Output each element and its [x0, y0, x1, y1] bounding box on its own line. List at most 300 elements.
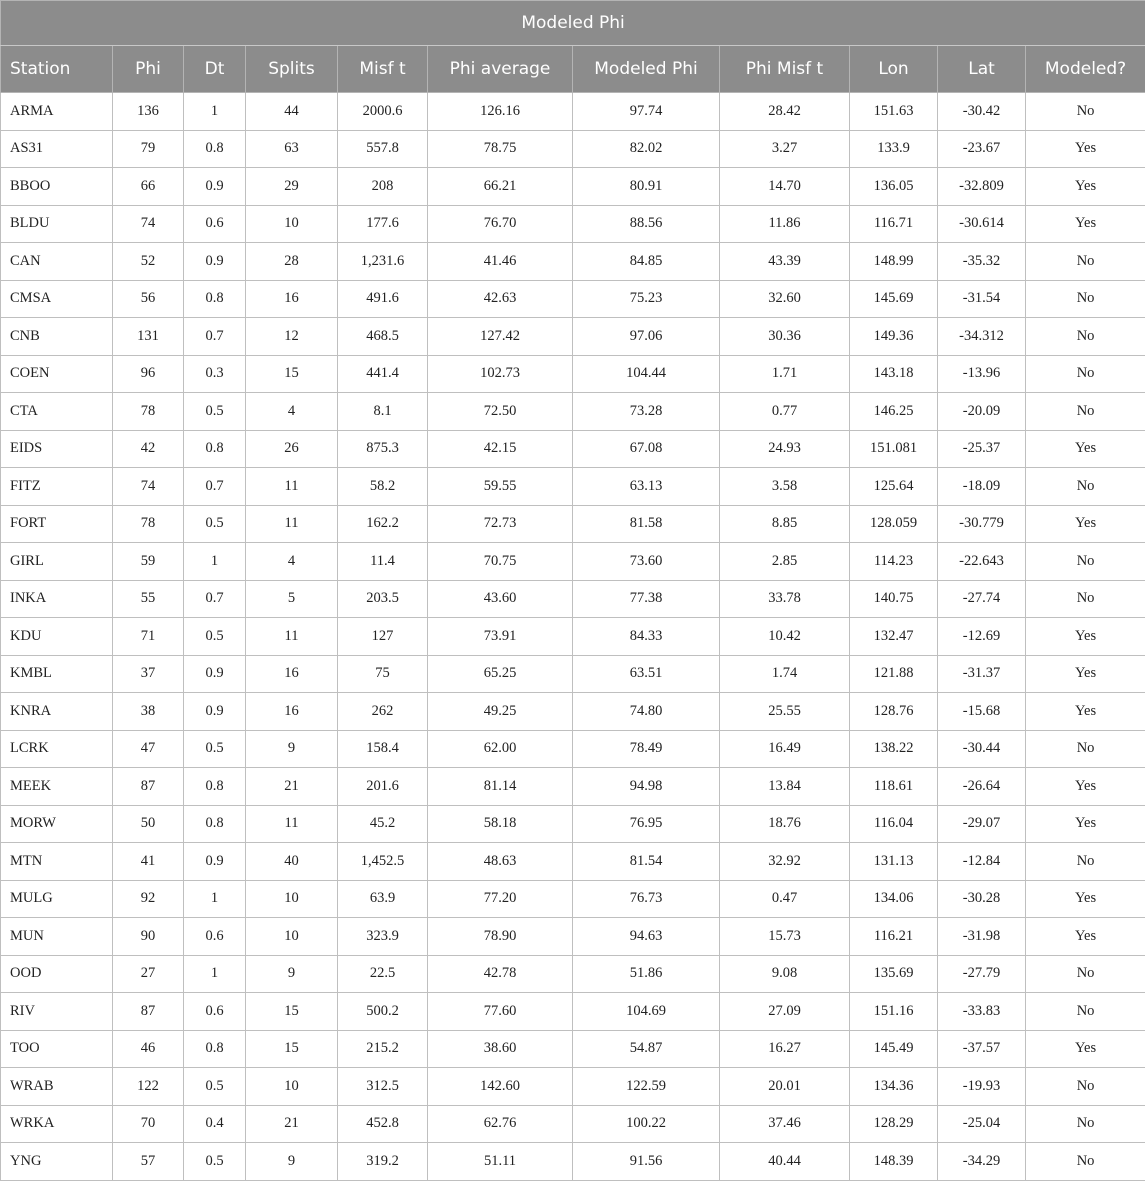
table-cell: 91.56: [573, 1143, 720, 1181]
table-cell: 8.1: [338, 393, 428, 431]
table-cell: Yes: [1026, 768, 1145, 806]
table-row: [1, 543, 1145, 581]
table-cell: 65.25: [428, 655, 573, 693]
table-cell: Yes: [1026, 430, 1145, 468]
table-cell: No: [1026, 318, 1145, 356]
table-cell: 58.2: [338, 468, 428, 506]
table-row: [1, 1143, 1145, 1181]
table-cell: 116.04: [850, 805, 938, 843]
table-cell: 12: [246, 318, 338, 356]
table-cell: 9: [246, 1143, 338, 1181]
table-cell: 56: [113, 280, 184, 318]
table-cell: -30.42: [938, 93, 1026, 131]
table-cell: 10: [246, 1068, 338, 1106]
table-cell: 114.23: [850, 543, 938, 581]
table-cell: -29.07: [938, 805, 1026, 843]
table-cell: 11: [246, 618, 338, 656]
table-cell: 140.75: [850, 580, 938, 618]
table-cell: 3.58: [720, 468, 850, 506]
table-cell: Yes: [1026, 693, 1145, 731]
table-cell: 0.8: [184, 280, 246, 318]
table-cell: 97.06: [573, 318, 720, 356]
table-cell: 0.5: [184, 1143, 246, 1181]
table-cell: 75.23: [573, 280, 720, 318]
table-row: [1, 918, 1145, 956]
station-name-cell: CNB: [1, 318, 113, 356]
table-cell: 37: [113, 655, 184, 693]
table-cell: 131.13: [850, 843, 938, 881]
table-cell: 29: [246, 168, 338, 206]
table-cell: 135.69: [850, 955, 938, 993]
table-cell: 40: [246, 843, 338, 881]
table-cell: -18.09: [938, 468, 1026, 506]
column-header: Station: [1, 46, 113, 93]
table-cell: 116.71: [850, 205, 938, 243]
table-row: [1, 430, 1145, 468]
table-cell: 136.05: [850, 168, 938, 206]
table-cell: 78.49: [573, 730, 720, 768]
table-cell: 0.5: [184, 505, 246, 543]
table-cell: 43.60: [428, 580, 573, 618]
table-cell: 2000.6: [338, 93, 428, 131]
table-cell: 0.9: [184, 168, 246, 206]
table-cell: 1: [184, 93, 246, 131]
table-cell: 71: [113, 618, 184, 656]
table-cell: 158.4: [338, 730, 428, 768]
table-cell: 72.50: [428, 393, 573, 431]
table-row: [1, 618, 1145, 656]
table-cell: 0.6: [184, 205, 246, 243]
table-cell: 47: [113, 730, 184, 768]
column-header: Modeled?: [1026, 46, 1145, 93]
table-cell: 63.9: [338, 880, 428, 918]
table-cell: 16.27: [720, 1030, 850, 1068]
table-row: [1, 130, 1145, 168]
table-cell: 62.76: [428, 1105, 573, 1143]
station-name-cell: KNRA: [1, 693, 113, 731]
table-cell: 14.70: [720, 168, 850, 206]
table-cell: 77.60: [428, 993, 573, 1031]
station-name-cell: WRKA: [1, 1105, 113, 1143]
table-cell: 138.22: [850, 730, 938, 768]
table-cell: No: [1026, 843, 1145, 881]
table-cell: 42.15: [428, 430, 573, 468]
table-cell: 127: [338, 618, 428, 656]
table-cell: 0.9: [184, 655, 246, 693]
table-cell: 76.73: [573, 880, 720, 918]
table-cell: Yes: [1026, 130, 1145, 168]
table-cell: 118.61: [850, 768, 938, 806]
table-row: [1, 505, 1145, 543]
table-cell: 48.63: [428, 843, 573, 881]
table-cell: 134.36: [850, 1068, 938, 1106]
table-cell: 201.6: [338, 768, 428, 806]
station-name-cell: BBOO: [1, 168, 113, 206]
table-cell: 148.39: [850, 1143, 938, 1181]
table-cell: Yes: [1026, 1030, 1145, 1068]
table-cell: 4: [246, 393, 338, 431]
station-name-cell: OOD: [1, 955, 113, 993]
station-name-cell: MORW: [1, 805, 113, 843]
table-cell: 70.75: [428, 543, 573, 581]
table-cell: No: [1026, 543, 1145, 581]
table-cell: -37.57: [938, 1030, 1026, 1068]
station-name-cell: YNG: [1, 1143, 113, 1181]
table-cell: 74: [113, 468, 184, 506]
column-header: Dt: [184, 46, 246, 93]
table-cell: 32.92: [720, 843, 850, 881]
table-cell: 78: [113, 393, 184, 431]
table-cell: 16: [246, 655, 338, 693]
table-cell: 51.86: [573, 955, 720, 993]
table-cell: 16: [246, 693, 338, 731]
table-cell: Yes: [1026, 805, 1145, 843]
table-cell: 66.21: [428, 168, 573, 206]
station-name-cell: COEN: [1, 355, 113, 393]
table-row: [1, 468, 1145, 506]
table-cell: 100.22: [573, 1105, 720, 1143]
table-cell: 10: [246, 880, 338, 918]
table-cell: 1,231.6: [338, 243, 428, 281]
station-name-cell: EIDS: [1, 430, 113, 468]
table-row: [1, 805, 1145, 843]
table-body: [1, 93, 1145, 1181]
table-cell: 84.85: [573, 243, 720, 281]
table-cell: -30.614: [938, 205, 1026, 243]
table-cell: 42.63: [428, 280, 573, 318]
station-name-cell: ARMA: [1, 93, 113, 131]
table-cell: -30.28: [938, 880, 1026, 918]
table-cell: 30.36: [720, 318, 850, 356]
table-cell: Yes: [1026, 618, 1145, 656]
table-cell: 10: [246, 205, 338, 243]
table-cell: 52: [113, 243, 184, 281]
station-name-cell: LCRK: [1, 730, 113, 768]
table-cell: -27.74: [938, 580, 1026, 618]
table-cell: 51.11: [428, 1143, 573, 1181]
table-row: [1, 580, 1145, 618]
station-name-cell: MULG: [1, 880, 113, 918]
station-name-cell: INKA: [1, 580, 113, 618]
table-cell: 28.42: [720, 93, 850, 131]
table-cell: Yes: [1026, 205, 1145, 243]
table-cell: Yes: [1026, 655, 1145, 693]
station-name-cell: BLDU: [1, 205, 113, 243]
table-cell: 116.21: [850, 918, 938, 956]
table-cell: 143.18: [850, 355, 938, 393]
table-cell: 1: [184, 880, 246, 918]
table-cell: 102.73: [428, 355, 573, 393]
table-cell: 1,452.5: [338, 843, 428, 881]
table-cell: 59.55: [428, 468, 573, 506]
table-cell: 67.08: [573, 430, 720, 468]
table-cell: -12.84: [938, 843, 1026, 881]
table-cell: 146.25: [850, 393, 938, 431]
table-cell: 40.44: [720, 1143, 850, 1181]
table-row: [1, 93, 1145, 131]
table-cell: 88.56: [573, 205, 720, 243]
table-cell: 33.78: [720, 580, 850, 618]
table-cell: 0.3: [184, 355, 246, 393]
table-row: [1, 955, 1145, 993]
table-cell: 0.5: [184, 730, 246, 768]
table-cell: 0.8: [184, 1030, 246, 1068]
table-cell: 73.60: [573, 543, 720, 581]
table-cell: 151.081: [850, 430, 938, 468]
column-header-row: [1, 46, 1145, 93]
table-cell: 319.2: [338, 1143, 428, 1181]
table-cell: 44: [246, 93, 338, 131]
table-cell: 21: [246, 1105, 338, 1143]
station-name-cell: FORT: [1, 505, 113, 543]
table-row: [1, 1030, 1145, 1068]
table-cell: 0.7: [184, 580, 246, 618]
table-cell: 43.39: [720, 243, 850, 281]
table-cell: 128.059: [850, 505, 938, 543]
table-cell: 62.00: [428, 730, 573, 768]
table-cell: -32.809: [938, 168, 1026, 206]
table-cell: 148.99: [850, 243, 938, 281]
table-cell: 1: [184, 955, 246, 993]
table-cell: 557.8: [338, 130, 428, 168]
table-cell: -27.79: [938, 955, 1026, 993]
table-cell: 24.93: [720, 430, 850, 468]
table-row: [1, 1105, 1145, 1143]
table-row: [1, 768, 1145, 806]
table-row: [1, 243, 1145, 281]
table-row: [1, 355, 1145, 393]
table-cell: No: [1026, 580, 1145, 618]
table-cell: 134.06: [850, 880, 938, 918]
table-cell: 45.2: [338, 805, 428, 843]
table-cell: 0.5: [184, 1068, 246, 1106]
table-cell: 58.18: [428, 805, 573, 843]
table-row: [1, 205, 1145, 243]
table-cell: 0.9: [184, 243, 246, 281]
table-cell: 104.69: [573, 993, 720, 1031]
table-cell: 74.80: [573, 693, 720, 731]
table-cell: -34.312: [938, 318, 1026, 356]
table-row: [1, 880, 1145, 918]
table-cell: 70: [113, 1105, 184, 1143]
table-cell: 8.85: [720, 505, 850, 543]
table-cell: -12.69: [938, 618, 1026, 656]
table-cell: 28: [246, 243, 338, 281]
table-cell: 142.60: [428, 1068, 573, 1106]
table-cell: 11: [246, 805, 338, 843]
table-cell: 11: [246, 468, 338, 506]
table-cell: 145.69: [850, 280, 938, 318]
table-cell: 21: [246, 768, 338, 806]
table-cell: -31.54: [938, 280, 1026, 318]
table-cell: 0.8: [184, 430, 246, 468]
table-cell: 122: [113, 1068, 184, 1106]
table-row: [1, 1068, 1145, 1106]
table-cell: 77.38: [573, 580, 720, 618]
table-cell: 203.5: [338, 580, 428, 618]
station-name-cell: MEEK: [1, 768, 113, 806]
table-cell: 25.55: [720, 693, 850, 731]
table-cell: -25.04: [938, 1105, 1026, 1143]
table-cell: 57: [113, 1143, 184, 1181]
station-name-cell: AS31: [1, 130, 113, 168]
table-cell: -30.44: [938, 730, 1026, 768]
table-cell: 76.95: [573, 805, 720, 843]
table-cell: 78.75: [428, 130, 573, 168]
table-cell: No: [1026, 993, 1145, 1031]
station-name-cell: CAN: [1, 243, 113, 281]
table-cell: 27.09: [720, 993, 850, 1031]
table-cell: -23.67: [938, 130, 1026, 168]
table-cell: 0.8: [184, 130, 246, 168]
station-name-cell: GIRL: [1, 543, 113, 581]
column-header: Phi average: [428, 46, 573, 93]
table-cell: No: [1026, 1105, 1145, 1143]
table-cell: 38: [113, 693, 184, 731]
table-cell: -33.83: [938, 993, 1026, 1031]
table-cell: No: [1026, 393, 1145, 431]
table-cell: 81.54: [573, 843, 720, 881]
table-cell: 16: [246, 280, 338, 318]
table-cell: 79: [113, 130, 184, 168]
table-cell: 50: [113, 805, 184, 843]
table-cell: 49.25: [428, 693, 573, 731]
table-cell: 122.59: [573, 1068, 720, 1106]
station-name-cell: MTN: [1, 843, 113, 881]
table-cell: 78.90: [428, 918, 573, 956]
table-cell: 875.3: [338, 430, 428, 468]
table-row: [1, 693, 1145, 731]
table-cell: -34.29: [938, 1143, 1026, 1181]
table-cell: 323.9: [338, 918, 428, 956]
table-cell: 441.4: [338, 355, 428, 393]
table-cell: 0.9: [184, 693, 246, 731]
table-cell: 9: [246, 955, 338, 993]
table-cell: 63.13: [573, 468, 720, 506]
table-cell: 10.42: [720, 618, 850, 656]
table-cell: 38.60: [428, 1030, 573, 1068]
table-cell: 1: [184, 543, 246, 581]
table-cell: 42.78: [428, 955, 573, 993]
table-row: [1, 843, 1145, 881]
table-cell: No: [1026, 280, 1145, 318]
table-cell: 468.5: [338, 318, 428, 356]
table-cell: 75: [338, 655, 428, 693]
table-cell: -25.37: [938, 430, 1026, 468]
table-title-row: [1, 1, 1145, 46]
station-name-cell: KDU: [1, 618, 113, 656]
table-cell: -22.643: [938, 543, 1026, 581]
table-row: [1, 168, 1145, 206]
table-row: [1, 993, 1145, 1031]
table-cell: 0.6: [184, 993, 246, 1031]
table-cell: 32.60: [720, 280, 850, 318]
table-cell: 16.49: [720, 730, 850, 768]
table-cell: 87: [113, 768, 184, 806]
table-cell: 0.7: [184, 468, 246, 506]
table-cell: 5: [246, 580, 338, 618]
table-cell: -35.32: [938, 243, 1026, 281]
table-title: Modeled Phi: [1, 1, 1145, 46]
table-cell: -13.96: [938, 355, 1026, 393]
table-cell: 0.5: [184, 393, 246, 431]
table-cell: 11: [246, 505, 338, 543]
table-cell: 132.47: [850, 618, 938, 656]
table-cell: 11.4: [338, 543, 428, 581]
table-cell: -31.98: [938, 918, 1026, 956]
station-name-cell: CTA: [1, 393, 113, 431]
table-cell: 1.74: [720, 655, 850, 693]
table-cell: 54.87: [573, 1030, 720, 1068]
table-cell: 15: [246, 1030, 338, 1068]
table-cell: 20.01: [720, 1068, 850, 1106]
table-cell: 0.9: [184, 843, 246, 881]
table-cell: 0.47: [720, 880, 850, 918]
table-row: [1, 393, 1145, 431]
station-name-cell: KMBL: [1, 655, 113, 693]
table-cell: 491.6: [338, 280, 428, 318]
table-cell: 66: [113, 168, 184, 206]
table-cell: 452.8: [338, 1105, 428, 1143]
table-cell: 18.76: [720, 805, 850, 843]
table-cell: 59: [113, 543, 184, 581]
station-name-cell: FITZ: [1, 468, 113, 506]
table-cell: 4: [246, 543, 338, 581]
table-cell: 125.64: [850, 468, 938, 506]
table-cell: No: [1026, 955, 1145, 993]
table-cell: 94.63: [573, 918, 720, 956]
table-cell: 55: [113, 580, 184, 618]
table-cell: 22.5: [338, 955, 428, 993]
table-cell: 151.63: [850, 93, 938, 131]
table-cell: 9: [246, 730, 338, 768]
table-cell: 121.88: [850, 655, 938, 693]
table-cell: -20.09: [938, 393, 1026, 431]
column-header: Splits: [246, 46, 338, 93]
table-row: [1, 730, 1145, 768]
table-cell: 26: [246, 430, 338, 468]
table-cell: 1.71: [720, 355, 850, 393]
table-cell: 0.77: [720, 393, 850, 431]
station-name-cell: WRAB: [1, 1068, 113, 1106]
table-cell: 0.6: [184, 918, 246, 956]
table-cell: 80.91: [573, 168, 720, 206]
table-cell: 2.85: [720, 543, 850, 581]
table-cell: 127.42: [428, 318, 573, 356]
table-cell: 131: [113, 318, 184, 356]
table-cell: 3.27: [720, 130, 850, 168]
table-cell: 13.84: [720, 768, 850, 806]
table-cell: 73.91: [428, 618, 573, 656]
table-cell: 41: [113, 843, 184, 881]
table-cell: 9.08: [720, 955, 850, 993]
table-cell: 208: [338, 168, 428, 206]
table-cell: 78: [113, 505, 184, 543]
table-cell: 10: [246, 918, 338, 956]
column-header: Lon: [850, 46, 938, 93]
table-cell: 149.36: [850, 318, 938, 356]
column-header: Phi Misf t: [720, 46, 850, 93]
table-cell: 162.2: [338, 505, 428, 543]
table-cell: 63: [246, 130, 338, 168]
table-cell: 46: [113, 1030, 184, 1068]
table-cell: Yes: [1026, 880, 1145, 918]
table-cell: 151.16: [850, 993, 938, 1031]
column-header: Phi: [113, 46, 184, 93]
table-cell: 177.6: [338, 205, 428, 243]
table-cell: 0.7: [184, 318, 246, 356]
table-cell: 312.5: [338, 1068, 428, 1106]
